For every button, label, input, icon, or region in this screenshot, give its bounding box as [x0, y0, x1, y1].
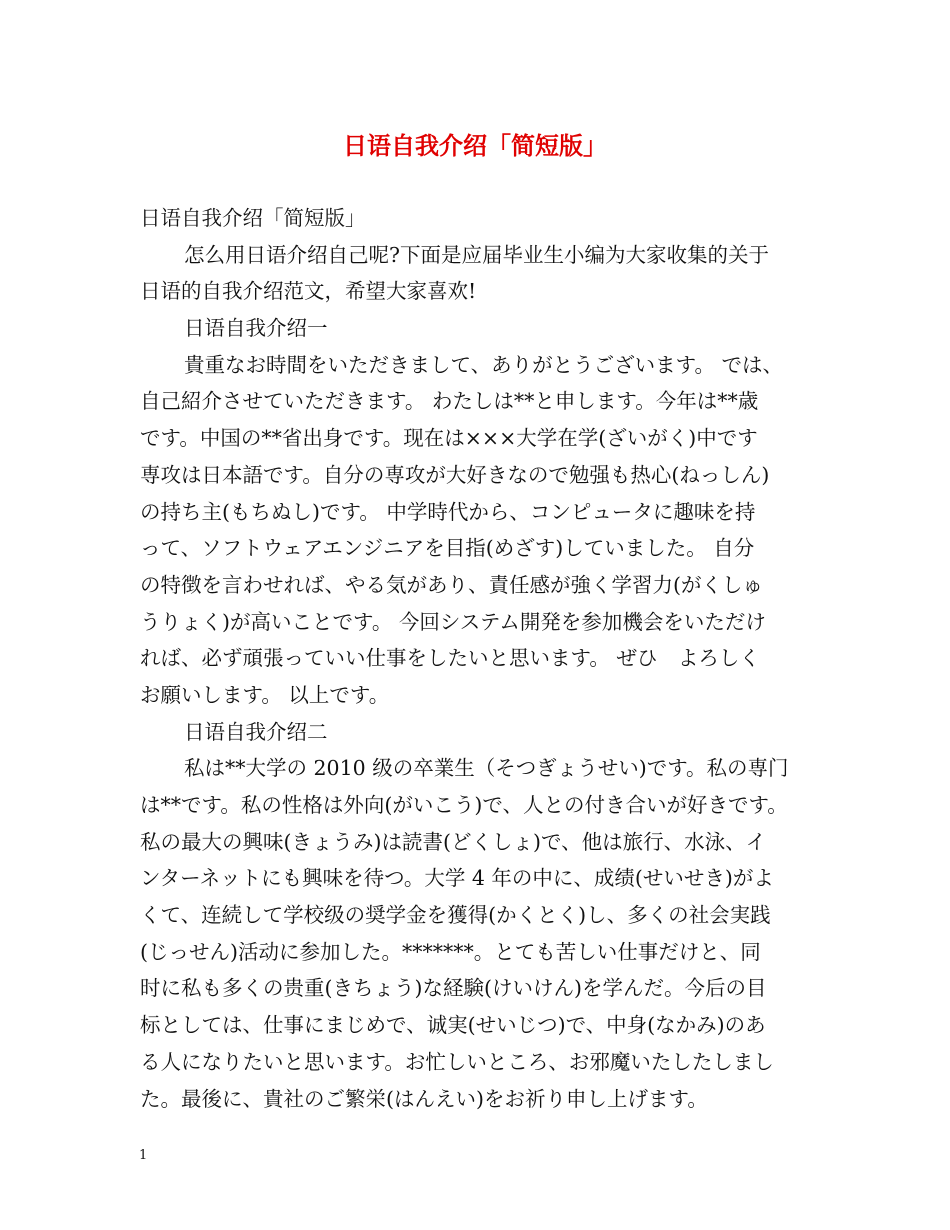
paragraph-line: 自己紹介させていただきます。 わたしは**と申します。今年は**歳 [140, 389, 759, 414]
paragraph-line: 怎么用日语介绍自己呢?下面是应届毕业生小编为大家收集的关于 [184, 242, 769, 267]
paragraph-line: た。最後に、貴社のご繁栄(はんえい)をお祈り申し上げます。 [140, 1086, 708, 1111]
paragraph-line: る人になりたいと思います。お忙しいところ、お邪魔いたしたしまし [140, 1049, 774, 1074]
paragraph-line: 貴重なお時間をいただきまして、ありがとうございます。 では、 [184, 352, 783, 377]
paragraph-line: の特徴を言わせれば、やる気があり、責任感が強く学習力(がくしゅ [140, 572, 763, 597]
paragraph-line: 标としては、仕事にまじめで、诚実(せいじつ)で、中身(なかみ)のあ [140, 1013, 766, 1038]
section-heading: 日语自我介绍一 [184, 316, 328, 341]
document-body [140, 200, 812, 1117]
paragraph-line: 日语自我介绍「简短版」 [140, 206, 366, 230]
paragraph-line: 日语的自我介绍范文，希望大家喜欢! [140, 279, 477, 304]
paragraph-line: うりょく)が高いことです。 今回システム開発を参加機会をいただけ [140, 609, 766, 634]
paragraph-line: 専攻は日本語です。自分の専攻が大好きなので勉强も热心(ねっしん) [140, 462, 770, 487]
paragraph-line: 私の最大の興味(きょうみ)は読書(どくしょ)で、他は旅行、水泳、イ [140, 829, 767, 854]
paragraph-line: 私は**大学の 2010 级の卒業生（そつぎょうせい)です。私の専门 [184, 756, 789, 781]
paragraph-line: です。中国の**省出身です。现在は×××大学在学(ざいがく)中です [140, 426, 758, 451]
paragraph-line: は**です。私の性格は外向(がいこう)で、人との付き合いが好きです。 [140, 793, 788, 817]
paragraph-line: 时に私も多くの贵重(きちょう)な経験(けいけん)を学んだ。今后の目 [140, 976, 767, 1001]
paragraph-line: (じっせん)活动に参加した。*******。とても苦しい仕事だけと、同 [140, 939, 761, 964]
paragraph-line: お願いします。 以上です。 [140, 682, 390, 707]
paragraph-line: ンターネットにも興味を待つ。大学 4 年の中に、成绩(せいせき)がよ [140, 866, 774, 891]
document-title: 日语自我介绍「简短版」 [343, 132, 607, 160]
paragraph-line: くて、连続して学校级の奨学金を獲得(かくとく)し、多くの社会実践 [140, 903, 771, 928]
paragraph-line: の持ち主(もちぬし)です。 中学時代から、コンピュータに趣味を持 [140, 499, 756, 524]
page-number: 1 [139, 1148, 148, 1163]
paragraph-line: って、ソフトウェアエンジニアを目指(めざす)していました。 自分 [140, 536, 755, 561]
paragraph-line: れば、必ず頑張っていい仕事をしたいと思います。 ぜひ よろしく [140, 646, 760, 671]
section-heading: 日语自我介绍二 [184, 719, 328, 744]
